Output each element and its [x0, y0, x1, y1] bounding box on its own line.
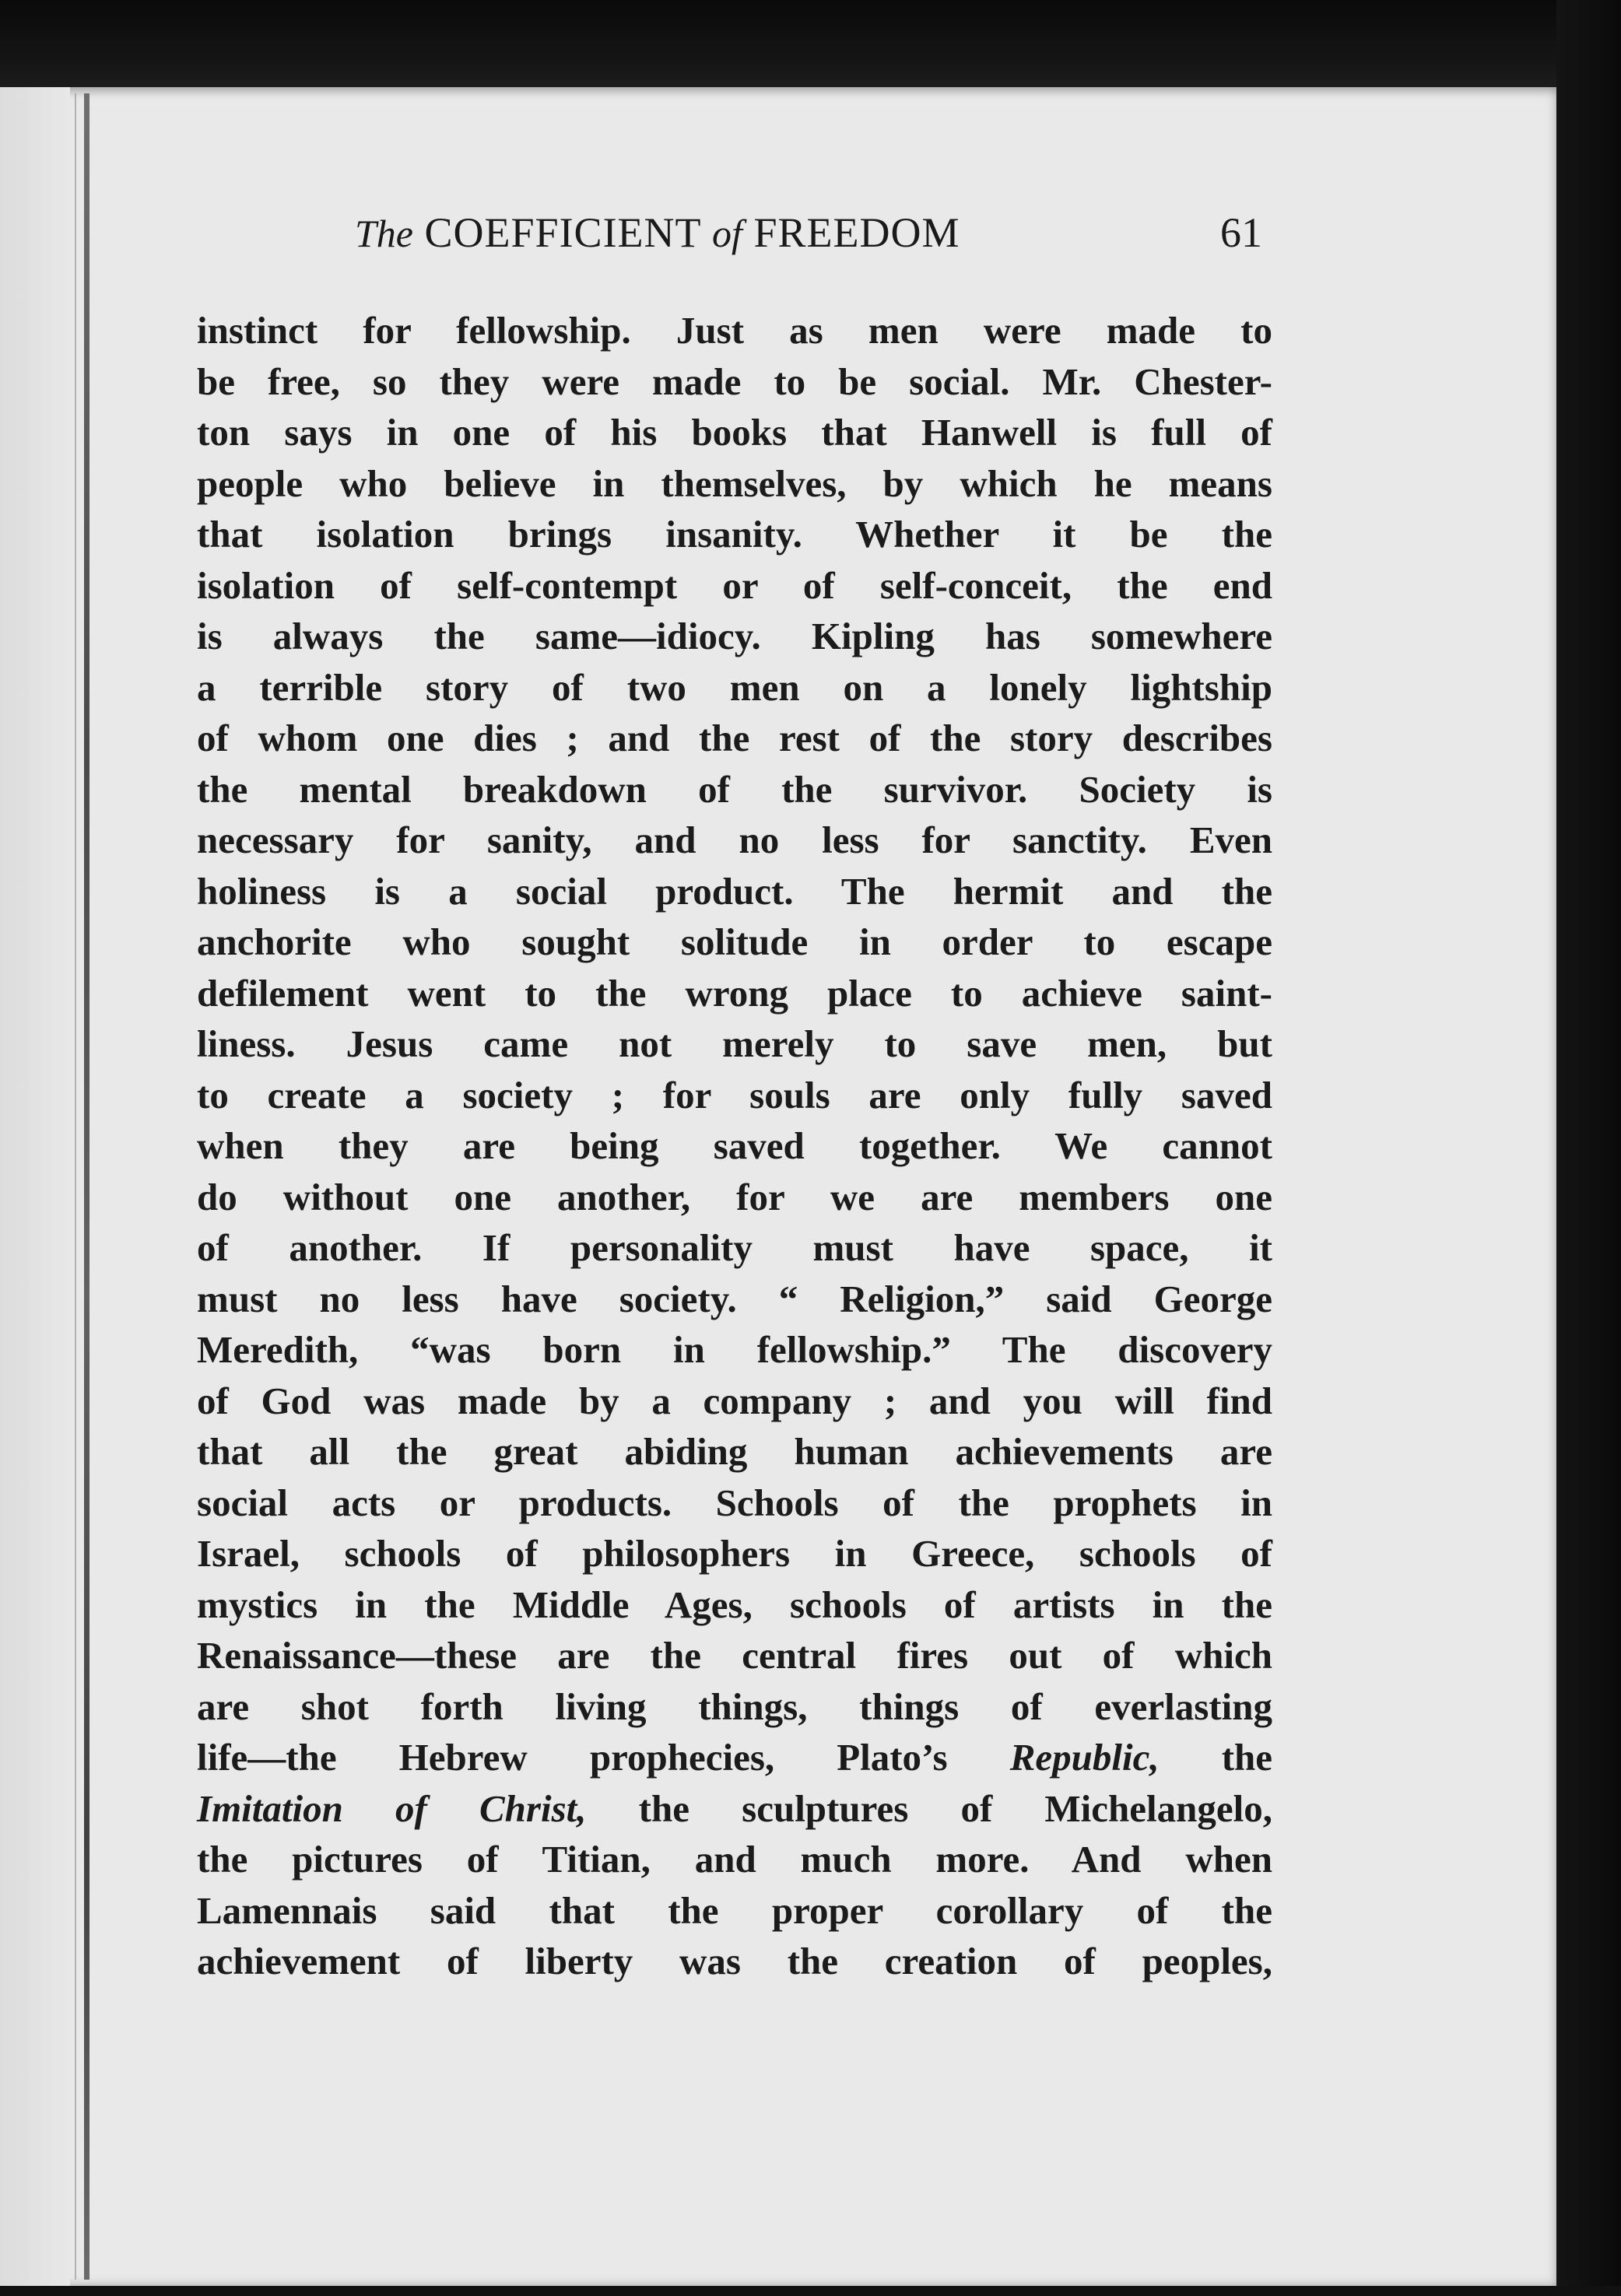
text-span: the sculptures of Michelangelo,	[638, 1786, 1272, 1830]
text-line: mystics in the Middle Ages, schools of artists in the	[197, 1583, 1272, 1626]
text-line: when they are being saved together. We cannot	[197, 1124, 1272, 1167]
text-line: of God was made by a company ; and you will find	[197, 1379, 1272, 1422]
binding-edge	[84, 93, 89, 2280]
text-line: holiness is a social product. The hermit and the	[197, 869, 1272, 913]
text-line: are shot forth living things, things of everlasting	[197, 1684, 1272, 1728]
scan-background-right	[1556, 0, 1621, 2296]
text-line: the pictures of Titian, and much more. And when	[197, 1838, 1272, 1881]
text-line: social acts or products. Schools of the prophets in	[197, 1481, 1272, 1524]
scan-background-bottom	[0, 2286, 1621, 2296]
text-line: be free, so they were made to be social. Mr. Chester-	[197, 359, 1272, 403]
text-line: instinct for fellowship. Just as men were made to	[197, 309, 1272, 352]
text-span: life—the Hebrew prophecies, Plato’s	[197, 1736, 948, 1779]
text-line: achievement of liberty was the creation of peoples,	[197, 1940, 1272, 1982]
text-line: anchorite who sought solitude in order to escape	[197, 920, 1272, 963]
running-head-main: COEFFICIENT	[424, 209, 701, 256]
text-line: Lamennais said that the proper corollary of the	[197, 1888, 1272, 1932]
running-head-title	[355, 209, 960, 257]
binding-gutter	[0, 87, 70, 2286]
running-head-prefix: The	[355, 212, 413, 255]
text-line: that all the great abiding human achievements are	[197, 1430, 1272, 1473]
text-line: Renaissance—these are the central fires out of which	[197, 1634, 1272, 1677]
text-line	[197, 1732, 1272, 1783]
text-line: to create a society ; for souls are only fully saved	[197, 1073, 1272, 1116]
text-line: defilement went to the wrong place to achieve saint-	[197, 971, 1272, 1015]
text-span: the	[1221, 1736, 1273, 1779]
text-line: isolation of self-contempt or of self-conceit, the end	[197, 563, 1272, 607]
running-head	[355, 209, 1273, 271]
text-line: Israel, schools of philosophers in Greece, schools of	[197, 1532, 1272, 1575]
text-line: Meredith, “was born in fellowship.” The discovery	[197, 1328, 1272, 1371]
gutter-shadow	[75, 93, 76, 2280]
text-line: do without one another, for we are members one	[197, 1175, 1272, 1218]
scan-background-top	[0, 0, 1621, 87]
text-line: the mental breakdown of the survivor. Society is	[197, 767, 1272, 811]
body-text	[197, 305, 1272, 1987]
text-line: liness. Jesus came not merely to save men, but	[197, 1022, 1272, 1065]
text-line: a terrible story of two men on a lonely lightship	[197, 665, 1272, 709]
running-head-end: FREEDOM	[753, 209, 960, 256]
text-line: of another. If personality must have space, it	[197, 1226, 1272, 1269]
text-line: that isolation brings insanity. Whether it be the	[197, 513, 1272, 556]
text-line: must no less have society. “ Religion,” said George	[197, 1277, 1272, 1320]
text-line: is always the same—idiocy. Kipling has somewhere	[197, 615, 1272, 657]
page-number: 61	[1220, 209, 1262, 256]
book-title-republic: Republic,	[1009, 1736, 1160, 1779]
running-head-of: of	[712, 212, 742, 255]
text-line: people who believe in themselves, by which he means	[197, 461, 1272, 505]
text-line: ton says in one of his books that Hanwell is full of	[197, 411, 1272, 454]
text-line: of whom one dies ; and the rest of the story describes	[197, 717, 1272, 759]
text-line: necessary for sanity, and no less for sanctity. Even	[197, 818, 1272, 861]
text-line	[197, 1783, 1272, 1835]
book-title-imitation: Imitation of Christ,	[197, 1786, 587, 1830]
